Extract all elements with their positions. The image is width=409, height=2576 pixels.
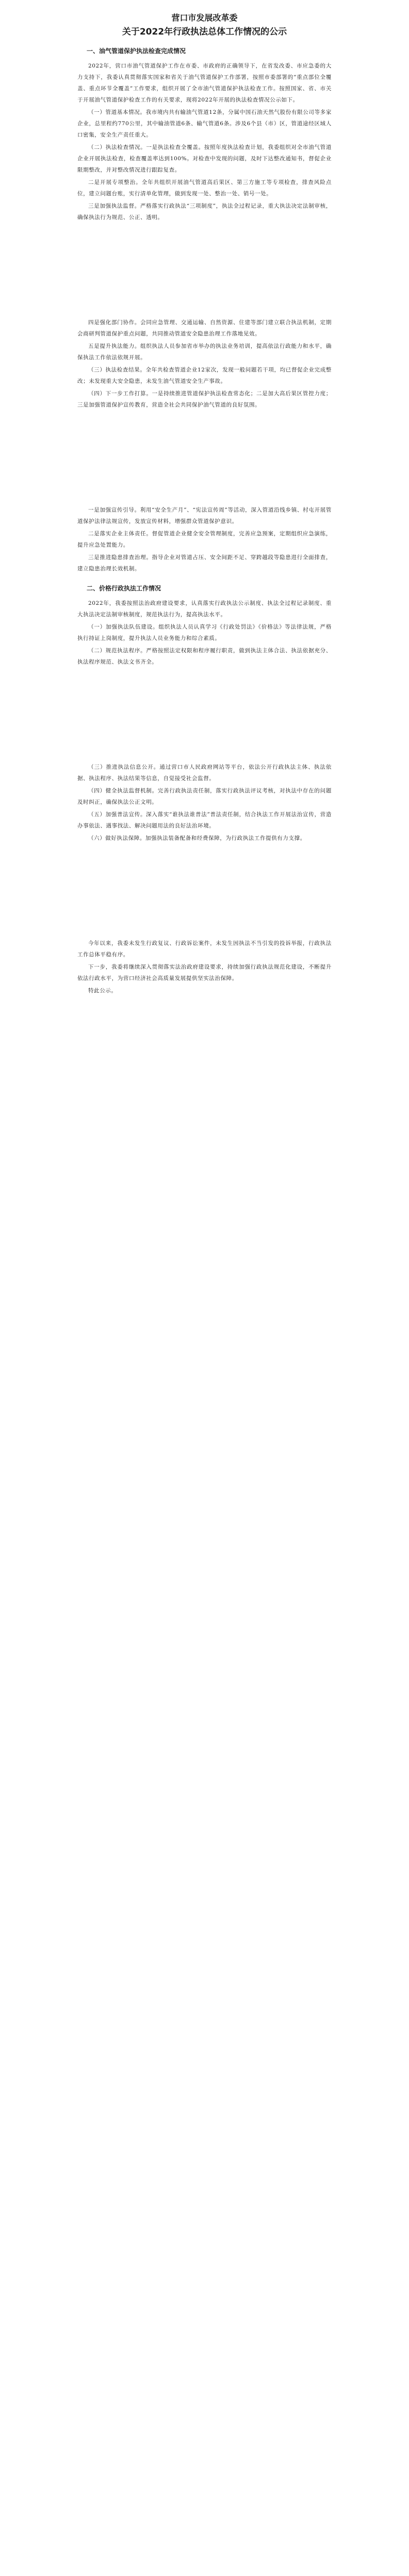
paragraph: 二是开展专项整治。全年共组织开展油气管道高后果区、第三方施工等专项检查，排查风险点位，建立问题台账，实行清单化管理，做到发现一处、整治一处、销号一处。 <box>77 179 332 197</box>
page-break-spacer <box>77 845 332 938</box>
paragraph: 一是加强宣传引导。利用“安全生产月”、“宪法宣传周”等活动，深入管道沿线乡镇、村屯开展管道保护法律法规宣传，发放宣传材料，增强群众管道保护意识。 <box>77 507 332 524</box>
paragraph: 今年以来，我委未发生行政复议、行政诉讼案件，未发生因执法不当引发的投诉举报，行政执法工作总体平稳有序。 <box>77 940 332 958</box>
document-title: 关于2022年行政执法总体工作情况的公示 <box>122 27 287 37</box>
page-break-spacer <box>77 669 332 761</box>
paragraph: 2022年，营口市油气管道保护工作在市委、市政府的正确领导下，在省发改委、市应急委的大力支持下，我委认真贯彻落实国家和省关于油气管道保护工作部署，按照市委部署的“重点部位全覆盖、重点环节全覆盖”工作要求，组织开展了全市油气管道保护执法检查工作。按照国家、省、市关于开展油气管道保护检查工作的有关要求，现将2022年开展的执法检查情况公示如下。 <box>77 63 332 103</box>
paragraph: （三）推进执法信息公开。通过营口市人民政府网站等平台，依法公开行政执法主体、执法依据、执法程序、执法结果等信息，自觉接受社会监督。 <box>77 764 332 782</box>
section-1 <box>77 46 332 223</box>
paragraph: （二）执法检查情况。一是执法检查全覆盖。按照年度执法检查计划，我委组织对全市油气管道企业开展执法检查，检查覆盖率达到100%。对检查中发现的问题，及时下达整改通知书，督促企业限期整改，并对整改情况进行跟踪复查。 <box>77 144 332 173</box>
paragraph: 特此公示。 <box>88 988 117 994</box>
issuing-organization: 营口市发展改革委 <box>171 13 238 23</box>
paragraph: 五是提升执法能力。组织执法人员参加省市举办的执法业务培训，提高依法行政能力和水平，确保执法工作依法依规开展。 <box>77 343 332 361</box>
paragraph: 下一步，我委将继续深入贯彻落实法治政府建设要求，持续加强行政执法规范化建设，不断提升依法行政水平，为营口经济社会高质量发展提供坚实法治保障。 <box>77 964 332 981</box>
section-1-continued <box>77 317 332 411</box>
page-break-spacer <box>77 224 332 317</box>
section-heading: 二、价格行政执法工作情况 <box>87 585 161 592</box>
paragraph: （六）做好执法保障。加强执法装备配备和经费保障，为行政执法工作提供有力支撑。 <box>88 835 306 841</box>
paragraph: （二）规范执法程序。严格按照法定权限和程序履行职责，做到执法主体合法、执法依据充分、执法程序规范、执法文书齐全。 <box>77 648 332 665</box>
closing <box>77 938 332 996</box>
paragraph: （四）健全执法监督机制。完善行政执法责任制，落实行政执法评议考核，对执法中存在的问题及时纠正，确保执法公正文明。 <box>77 788 332 805</box>
page-break-spacer <box>77 412 332 504</box>
paragraph: （三）执法检查结果。全年共检查管道企业12家次，发现一般问题若干项，均已督促企业完成整改；未发现重大安全隐患，未发生油气管道安全生产事故。 <box>77 367 332 384</box>
paragraph: 四是强化部门协作。会同应急管理、交通运输、自然资源、住建等部门建立联合执法机制，定期会商研判管道保护重点问题，共同推动管道安全隐患治理工作落地见效。 <box>77 319 332 337</box>
paragraph: （一）加强执法队伍建设。组织执法人员认真学习《行政处罚法》《价格法》等法律法规，严格执行持证上岗制度，提升执法人员业务能力和综合素质。 <box>77 624 332 641</box>
paragraph: 三是推进隐患排查治理。指导企业对管道占压、安全间距不足、穿跨越段等隐患进行全面排查，建立隐患治理长效机制。 <box>77 554 332 572</box>
paragraph: （四）下一步工作打算。一是持续推进管道保护执法检查常态化；二是加大高后果区管控力度；三是加强管道保护宣传教育，营造全社会共同保护油气管道的良好氛围。 <box>77 391 332 408</box>
section-heading: 一、油气管道保护执法检查完成情况 <box>87 47 186 55</box>
paragraph: （五）加强普法宣传。深入落实“谁执法谁普法”普法责任制，结合执法工作开展法治宣传，营造办事依法、遇事找法、解决问题用法的良好法治环境。 <box>77 811 332 829</box>
paragraph: 2022年，我委按照法治政府建设要求，认真落实行政执法公示制度、执法全过程记录制度、重大执法决定法制审核制度，规范执法行为，提高执法水平。 <box>77 600 332 618</box>
section-2 <box>77 584 332 668</box>
paragraph: 三是加强执法监督。严格落实行政执法“三项制度”，执法全过程记录，重大执法决定法制审核，确保执法行为规范、公正、透明。 <box>77 203 332 221</box>
paragraph: 二是落实企业主体责任。督促管道企业健全安全管理制度，完善应急预案，定期组织应急演练，提升应急处置能力。 <box>77 531 332 548</box>
section-1-measures <box>77 504 332 574</box>
paragraph: （一）管道基本情况。我市境内共有输油气管道12条，分属中国石油天然气股份有限公司等多家企业，总里程约770公里，其中输油管道6条、输气管道6条。涉及6个县（市）区，管道途经区域人口密集，安全生产责任重大。 <box>77 109 332 138</box>
section-2-continued <box>77 761 332 844</box>
